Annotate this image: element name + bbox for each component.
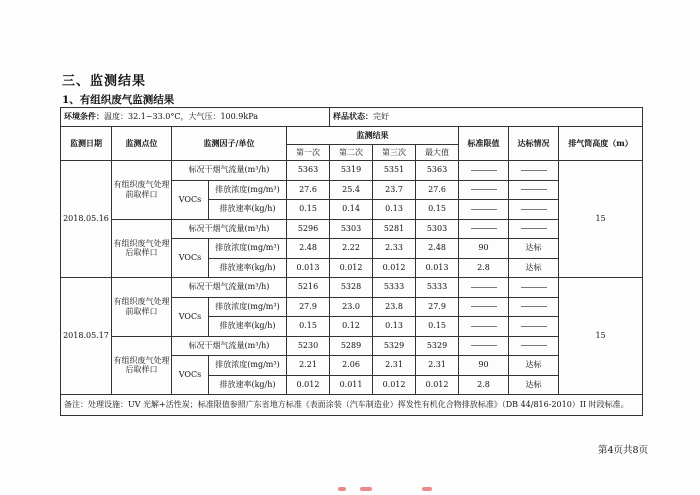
compliance-status [509, 336, 559, 356]
result-value: 0.012 [416, 375, 459, 395]
factor-conc: 排放浓度(mg/m³) [209, 239, 287, 259]
result-value: 2.33 [373, 239, 416, 259]
header-first: 第一次 [287, 145, 330, 161]
standard-limit [459, 336, 509, 356]
sample-cell [330, 108, 643, 127]
not-applicable-dash [521, 345, 547, 346]
result-value: 5216 [287, 278, 330, 298]
monitor-date: 2018.05.16 [61, 161, 112, 278]
emission-results-table [60, 107, 643, 416]
standard-limit: 2.8 [459, 375, 509, 395]
header-results: 监测结果 [287, 127, 459, 145]
result-value: 5303 [330, 219, 373, 239]
sampling-point: 有组织废气处理后取样口 [112, 219, 172, 278]
not-applicable-dash [471, 306, 497, 307]
not-applicable-dash [471, 287, 497, 288]
sub-title: 1、有组织废气监测结果 [62, 94, 175, 106]
result-value: 0.15 [416, 317, 459, 337]
factor-conc: 排放浓度(mg/m³) [209, 356, 287, 376]
header-status: 达标情况 [509, 127, 559, 161]
result-value: 2.22 [330, 239, 373, 259]
factor-rate: 排放速率(kg/h) [209, 375, 287, 395]
not-applicable-dash [521, 306, 547, 307]
not-applicable-dash [521, 326, 547, 327]
result-value: 23.7 [373, 180, 416, 200]
header-third: 第三次 [373, 145, 416, 161]
result-value: 5363 [287, 161, 330, 181]
result-value: 5328 [330, 278, 373, 298]
compliance-status [509, 317, 559, 337]
not-applicable-dash [521, 170, 547, 171]
header-point: 监测点位 [112, 127, 172, 161]
result-value: 0.013 [287, 258, 330, 278]
factor-flow: 标况干烟气流量(m³/h) [172, 161, 287, 181]
not-applicable-dash [471, 209, 497, 210]
result-value: 2.48 [416, 239, 459, 259]
header-max: 最大值 [416, 145, 459, 161]
result-value: 0.15 [287, 317, 330, 337]
result-value: 0.13 [373, 317, 416, 337]
compliance-status: 达标 [509, 258, 559, 278]
standard-limit: 90 [459, 239, 509, 259]
factor-flow: 标况干烟气流量(m³/h) [172, 278, 287, 298]
stamp-mark [422, 487, 432, 491]
compliance-status [509, 180, 559, 200]
sampling-point: 有组织废气处理后取样口 [112, 336, 172, 395]
factor-conc: 排放浓度(mg/m³) [209, 297, 287, 317]
sampling-point: 有组织废气处理前取样口 [112, 278, 172, 337]
not-applicable-dash [521, 209, 547, 210]
compliance-status: 达标 [509, 375, 559, 395]
result-value: 23.0 [330, 297, 373, 317]
standard-limit [459, 200, 509, 220]
not-applicable-dash [521, 287, 547, 288]
factor-voc: VOCs [172, 180, 209, 219]
env-label: 环境条件： [64, 111, 104, 122]
result-value: 2.48 [287, 239, 330, 259]
result-value: 5333 [416, 278, 459, 298]
factor-rate: 排放速率(kg/h) [209, 258, 287, 278]
standard-limit: 2.8 [459, 258, 509, 278]
result-value: 5333 [373, 278, 416, 298]
header-date: 监测日期 [61, 127, 112, 161]
header-limit: 标准限值 [459, 127, 509, 161]
result-value: 5230 [287, 336, 330, 356]
not-applicable-dash [471, 345, 497, 346]
result-value: 2.06 [330, 356, 373, 376]
compliance-status [509, 161, 559, 181]
result-value: 0.012 [373, 375, 416, 395]
result-value: 5319 [330, 161, 373, 181]
result-value: 0.012 [373, 258, 416, 278]
factor-voc: VOCs [172, 239, 209, 278]
standard-limit [459, 297, 509, 317]
compliance-status: 达标 [509, 356, 559, 376]
factor-voc: VOCs [172, 297, 209, 336]
result-value: 27.9 [287, 297, 330, 317]
sample-value: 完好 [373, 112, 390, 122]
result-value: 5351 [373, 161, 416, 181]
compliance-status [509, 297, 559, 317]
table-row [61, 278, 643, 298]
result-value: 5363 [416, 161, 459, 181]
stack-height: 15 [559, 278, 643, 395]
factor-flow: 标况干烟气流量(m³/h) [172, 219, 287, 239]
result-value: 0.14 [330, 200, 373, 220]
note-row [61, 395, 643, 416]
not-applicable-dash [471, 170, 497, 171]
remark-note: 备注：处理设施：UV 光解+活性炭；标准限值参照广东省地方标准《表面涂装（汽车制造业）挥发性有机化合物排放标准》（DB 44/816-2010）II 时段标准。 [61, 395, 643, 416]
factor-flow: 标况干烟气流量(m³/h) [172, 336, 287, 356]
factor-conc: 排放浓度(mg/m³) [209, 180, 287, 200]
env-row [61, 108, 643, 127]
section-title: 三、监测结果 [62, 74, 147, 89]
header-factor: 监测因子/单位 [172, 127, 287, 161]
result-value: 25.4 [330, 180, 373, 200]
result-value: 2.31 [373, 356, 416, 376]
standard-limit [459, 278, 509, 298]
stack-height: 15 [559, 161, 643, 278]
result-value: 0.012 [287, 375, 330, 395]
result-value: 5296 [287, 219, 330, 239]
standard-limit [459, 161, 509, 181]
result-value: 0.011 [330, 375, 373, 395]
result-value: 27.6 [416, 180, 459, 200]
env-cell [61, 108, 330, 127]
header-second: 第二次 [330, 145, 373, 161]
result-value: 5281 [373, 219, 416, 239]
not-applicable-dash [471, 189, 497, 190]
result-value: 5303 [416, 219, 459, 239]
header-row [61, 127, 643, 145]
result-value: 27.6 [287, 180, 330, 200]
table-row [61, 219, 643, 239]
result-value: 0.13 [373, 200, 416, 220]
result-value: 0.012 [330, 258, 373, 278]
compliance-status [509, 219, 559, 239]
standard-limit [459, 180, 509, 200]
result-value: 0.013 [416, 258, 459, 278]
standard-limit: 90 [459, 356, 509, 376]
result-value: 5289 [330, 336, 373, 356]
factor-voc: VOCs [172, 356, 209, 395]
standard-limit [459, 219, 509, 239]
result-value: 2.31 [416, 356, 459, 376]
monitor-date: 2018.05.17 [61, 278, 112, 395]
header-height: 排气筒高度（m） [559, 127, 643, 161]
not-applicable-dash [521, 189, 547, 190]
factor-rate: 排放速率(kg/h) [209, 200, 287, 220]
not-applicable-dash [471, 326, 497, 327]
standard-limit [459, 317, 509, 337]
result-value: 2.21 [287, 356, 330, 376]
table-row [61, 336, 643, 356]
factor-rate: 排放速率(kg/h) [209, 317, 287, 337]
not-applicable-dash [521, 228, 547, 229]
result-value: 0.15 [416, 200, 459, 220]
not-applicable-dash [471, 228, 497, 229]
page-footer: 第4页共8页 [598, 445, 649, 456]
sample-label: 样品状态： [333, 111, 374, 122]
compliance-status: 达标 [509, 239, 559, 259]
result-value: 23.8 [373, 297, 416, 317]
compliance-status [509, 278, 559, 298]
stamp-mark [360, 487, 372, 491]
sampling-point: 有组织废气处理前取样口 [112, 161, 172, 220]
stamp-mark [338, 487, 346, 491]
table-row [61, 161, 643, 181]
result-value: 27.9 [416, 297, 459, 317]
compliance-status [509, 200, 559, 220]
result-value: 0.15 [287, 200, 330, 220]
result-value: 5329 [416, 336, 459, 356]
result-value: 5329 [373, 336, 416, 356]
env-value: 温度：32.1~33.0°C，大气压：100.9kPa [104, 112, 258, 122]
result-value: 0.12 [330, 317, 373, 337]
